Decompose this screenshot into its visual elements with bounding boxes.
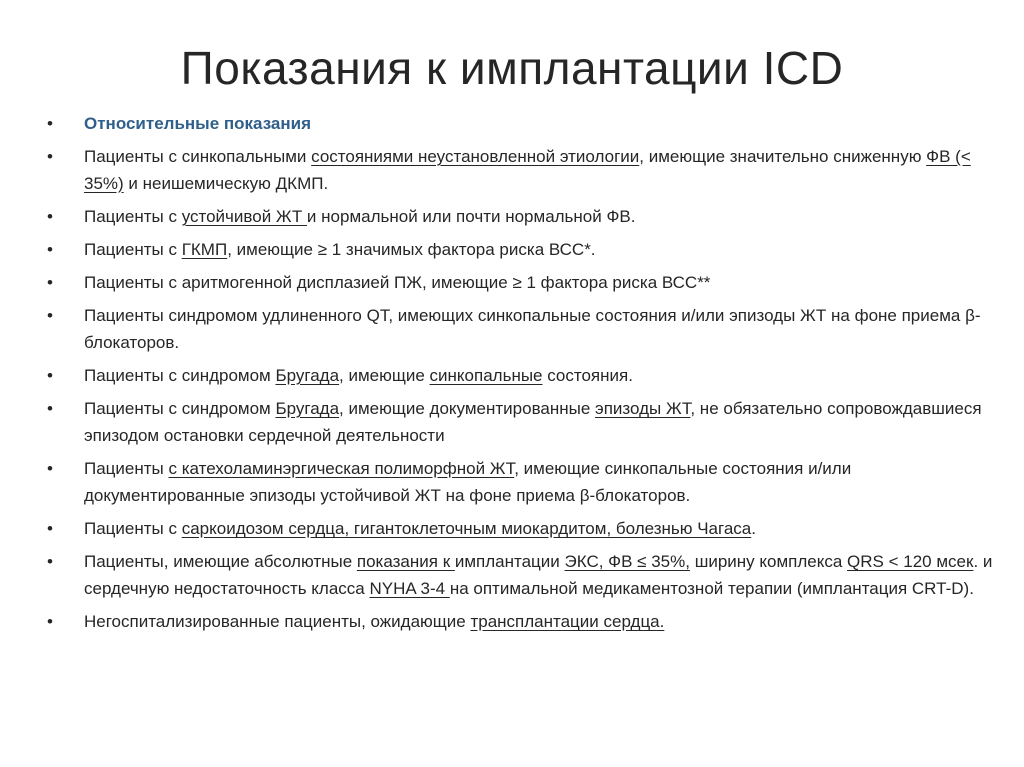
text-segment: Пациенты с синдромом	[84, 366, 276, 385]
bullet-icon: •	[47, 612, 53, 631]
list-item-heading	[40, 110, 1010, 137]
list-item	[40, 302, 1010, 356]
text-segment: , имеющие документированные	[339, 399, 596, 418]
text-segment: состояния.	[542, 366, 633, 385]
underlined-term: Бругада	[275, 366, 340, 385]
list-item-text	[84, 366, 633, 385]
bullet-icon: •	[47, 273, 53, 292]
text-segment: на оптимальной медикаментозной терапии (имплантация CRT-D).	[449, 579, 974, 598]
text-segment: Пациенты с аритмогенной дисплазией ПЖ, имеющие ≥ 1 фактора риска ВСС**	[84, 273, 711, 292]
underlined-term: трансплантации сердца.	[470, 612, 665, 631]
bullet-icon: •	[47, 207, 53, 226]
list-item-text	[84, 552, 992, 598]
text-segment: и неишемическую ДКМП.	[123, 174, 329, 193]
bullet-icon: •	[47, 519, 53, 538]
list-item	[40, 269, 1010, 296]
underlined-term: Бругада	[275, 399, 340, 418]
underlined-term: саркоидозом сердца, гигантоклеточным миокардитом, болезнью Чагаса	[181, 519, 752, 538]
bullet-icon: •	[47, 552, 53, 571]
underlined-term: состояниями неустановленной этиологии	[311, 147, 640, 166]
underlined-term: NYHA 3-4	[369, 579, 450, 598]
list-item	[40, 203, 1010, 230]
list-item	[40, 143, 1010, 197]
text-segment: Пациенты с	[84, 240, 182, 259]
text-segment: Пациенты синдромом удлиненного QT, имеющих синкопальные состояния и/или эпизоды ЖТ на фоне приема β-блокаторов.	[84, 306, 981, 352]
bullet-icon: •	[47, 459, 53, 478]
underlined-term: ГКМП	[181, 240, 228, 259]
text-segment: , имеющие	[339, 366, 430, 385]
list-item	[40, 236, 1010, 263]
section-heading: Относительные показания	[84, 114, 312, 133]
list-item-text	[84, 519, 756, 538]
text-segment: Пациенты с	[84, 207, 182, 226]
list-item	[40, 455, 1010, 509]
list-item-text	[84, 240, 596, 259]
list-item	[40, 548, 1010, 602]
text-segment: Пациенты с	[84, 519, 182, 538]
text-segment: Пациенты с синкопальными	[84, 147, 312, 166]
underlined-term: показания к	[356, 552, 455, 571]
text-segment: имплантации	[454, 552, 565, 571]
bullet-icon: •	[47, 240, 53, 259]
underlined-term: эпизоды ЖТ	[595, 399, 691, 418]
text-segment: Пациенты	[84, 459, 169, 478]
list-item-text	[84, 399, 982, 445]
bullet-icon: •	[47, 306, 53, 325]
text-segment: , имеющие ≥ 1 значимых фактора риска ВСС*.	[227, 240, 596, 259]
bullet-icon: •	[47, 147, 53, 166]
list-item-text	[84, 147, 971, 193]
underlined-term: синкопальные	[429, 366, 543, 385]
slide-title: Показания к имплантации ICD	[180, 42, 844, 94]
text-segment: , не обязательно сопровождавшиеся эпизодом остановки сердечной деятельности	[84, 399, 982, 445]
underlined-term: устойчивой ЖТ	[181, 207, 307, 226]
text-segment: ширину комплекса	[689, 552, 848, 571]
text-segment: , имеющие синкопальные состояния и/или документированные эпизоды устойчивой ЖТ на фоне приема β-блокаторов.	[84, 459, 852, 505]
list-item-text	[84, 612, 664, 631]
underlined-term: с катехоламинэргическая полиморфной ЖТ	[168, 459, 515, 478]
text-segment: . и сердечную недостаточность класса	[84, 552, 993, 598]
list-item-text	[84, 306, 981, 352]
underlined-term: ФВ (< 35%)	[84, 147, 971, 193]
list-item-text	[84, 207, 635, 226]
text-segment: Негоспитализированные пациенты, ожидающие	[84, 612, 471, 631]
text-segment: .	[751, 519, 756, 538]
bullet-icon: •	[47, 399, 53, 418]
list-item	[40, 395, 1010, 449]
underlined-term: ЭКС, ФВ ≤ 35%,	[564, 552, 690, 571]
underlined-term: QRS < 120 мсек	[847, 552, 974, 571]
list-item	[40, 608, 1010, 635]
list-item-text	[84, 273, 710, 292]
text-segment: Пациенты, имеющие абсолютные	[84, 552, 357, 571]
bullet-list	[40, 110, 1010, 641]
list-item	[40, 362, 1010, 389]
text-segment: Пациенты с синдромом	[84, 399, 276, 418]
text-segment: , имеющие значительно сниженную	[639, 147, 927, 166]
bullet-icon: •	[47, 114, 53, 133]
text-segment: и нормальной или почти нормальной ФВ.	[306, 207, 636, 226]
list-item-text	[84, 459, 851, 505]
list-item	[40, 515, 1010, 542]
bullet-icon: •	[47, 366, 53, 385]
